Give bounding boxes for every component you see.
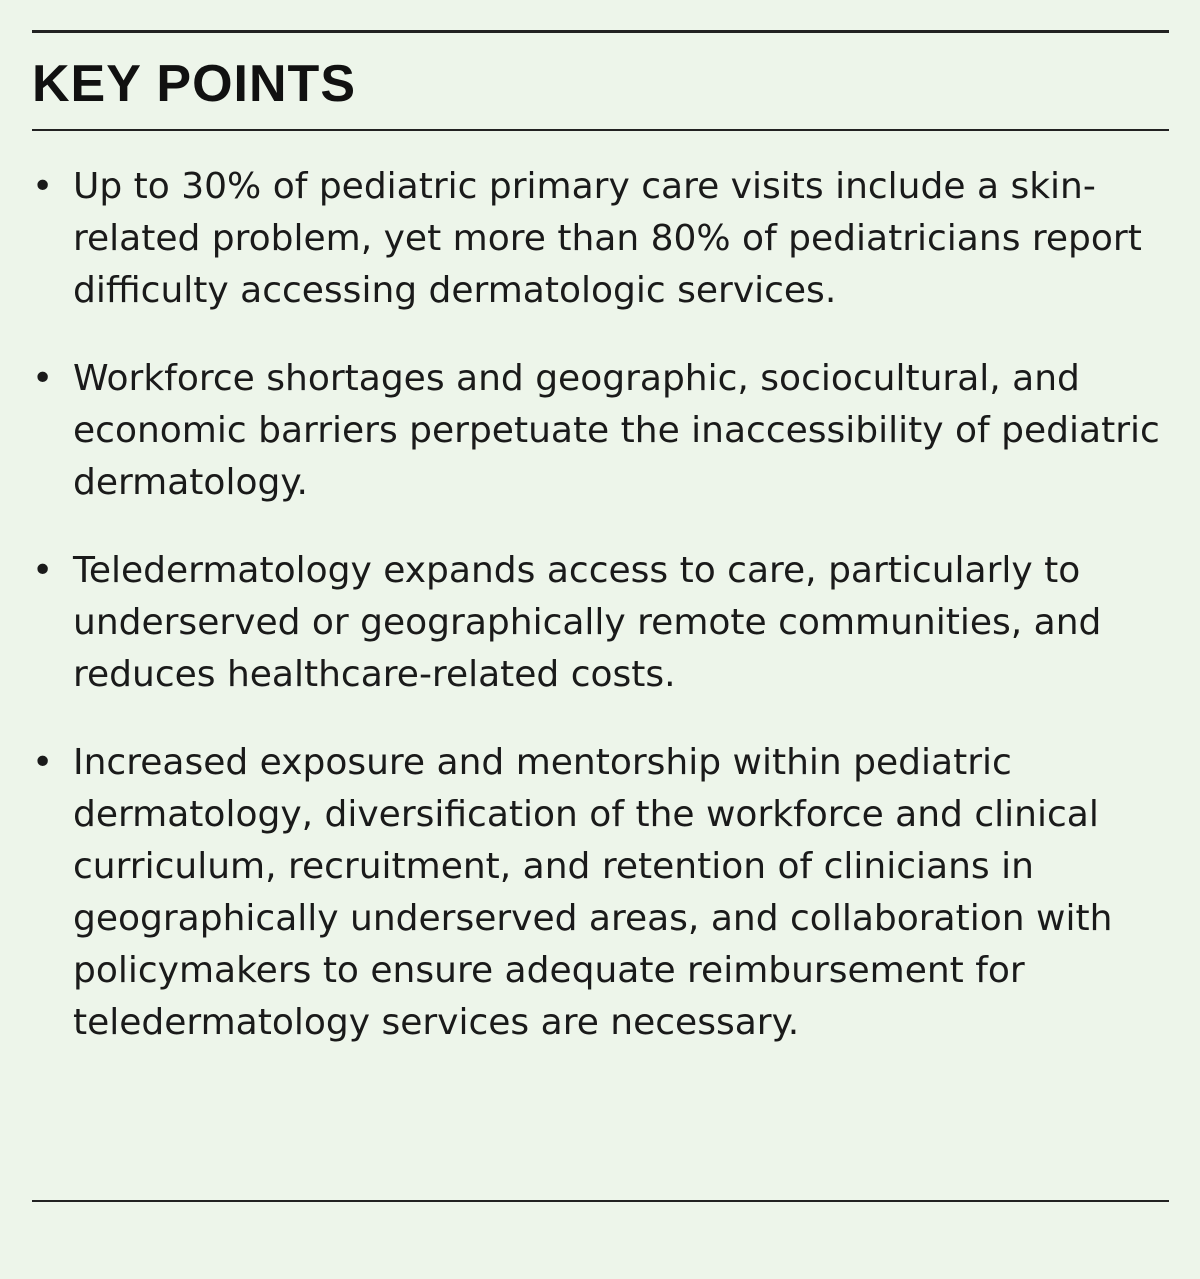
title-rule <box>32 129 1169 131</box>
key-points-list <box>32 161 1169 1049</box>
key-point-item <box>32 161 1169 317</box>
bottom-rule <box>32 1200 1169 1202</box>
key-point-item <box>32 545 1169 701</box>
key-point-item <box>32 353 1169 509</box>
bullet-icon: • <box>32 550 54 591</box>
key-point-item <box>32 737 1169 1049</box>
bullet-icon: • <box>32 742 54 783</box>
key-point-text: Teledermatology expands access to care, particularly to underserved or geographically remote communities, and reduces healthcare-related costs. <box>73 550 1102 695</box>
key-point-text: Workforce shortages and geographic, sociocultural, and economic barriers perpetuate the inaccessibility of pediatric dermatology. <box>73 358 1160 503</box>
key-point-text: Up to 30% of pediatric primary care visits include a skin-related problem, yet more than 80% of pediatricians report difficulty accessing dermatologic services. <box>73 166 1142 311</box>
bullet-icon: • <box>32 166 54 207</box>
key-point-text: Increased exposure and mentorship within pediatric dermatology, diversification of the workforce and clinical curriculum, recruitment, and retention of clinicians in geographically underserved areas, and collaboration with policymakers to ensure adequate reimbursement for teledermatology services are necessary. <box>73 742 1113 1043</box>
top-rule <box>32 30 1169 33</box>
section-title: KEY POINTS <box>32 55 357 113</box>
bullet-icon: • <box>32 358 54 399</box>
key-points-box <box>32 30 1169 1085</box>
